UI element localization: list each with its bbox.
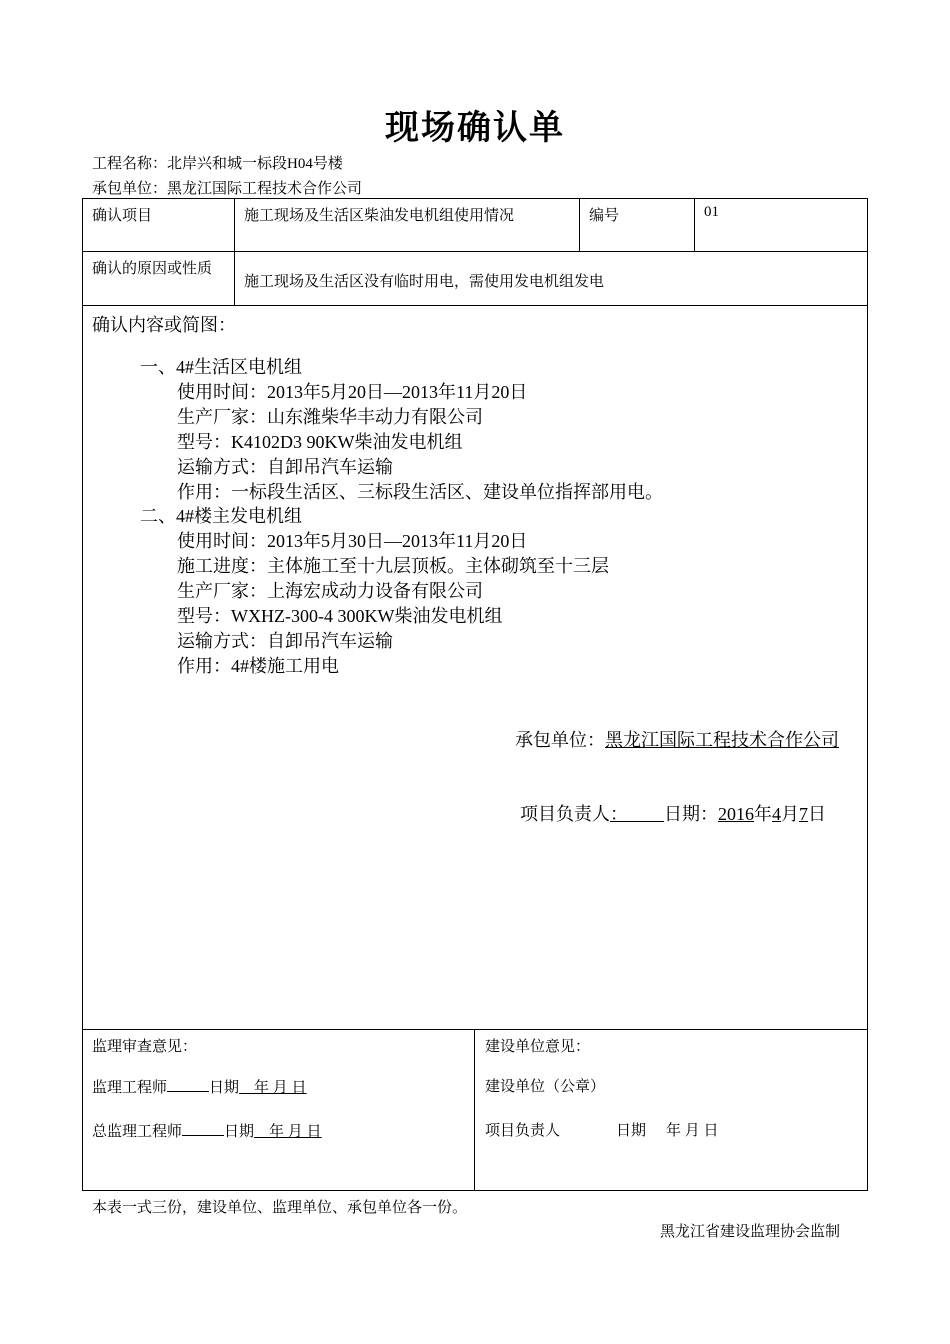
reason-value: 施工现场及生活区没有临时用电，需使用发电机组发电 (244, 274, 605, 290)
date-year: 2016 (718, 804, 754, 824)
col-divider (579, 198, 580, 251)
item-label: 确认项目 (92, 208, 153, 224)
form-table (82, 198, 868, 1191)
section1-maker: 生产厂家：山东潍柴华丰动力有限公司 (177, 407, 483, 427)
manager-blank: ： (610, 804, 628, 824)
month-unit: 月 (781, 804, 799, 824)
section1-model: 型号：K4102D3 90KW柴油发电机组 (177, 432, 463, 452)
date-day: 7 (799, 804, 808, 824)
supervision-engineer-line: 监理工程师 日期 年 月 日 (92, 1075, 307, 1097)
contractor-signoff (515, 726, 839, 752)
copies-note: 本表一式三份，建设单位、监理单位、承包单位各一份。 (92, 1200, 468, 1216)
item-value: 施工现场及生活区柴油发电机组使用情况 (244, 208, 515, 224)
project-name: 工程名称：北岸兴和城一标段H04号楼 (92, 156, 343, 172)
number-value: 01 (704, 204, 719, 220)
manager-date-line (520, 800, 826, 826)
contractor-signoff-label: 承包单位： (515, 730, 605, 750)
content-label: 确认内容或简图： (92, 315, 236, 335)
number-label: 编号 (589, 208, 620, 224)
section2-use: 作用：4#楼施工用电 (177, 656, 339, 676)
owner-manager-line: 项目负责人 日期 年 月 日 (485, 1123, 719, 1139)
page-title: 现场确认单 (385, 108, 565, 148)
row-divider (82, 251, 868, 252)
col-divider (694, 198, 695, 251)
contractor-signoff-name: 黑龙江国际工程技术合作公司 (605, 730, 839, 750)
row-divider (82, 1029, 868, 1030)
contractor-line: 承包单位：黑龙江国际工程技术合作公司 (92, 181, 363, 197)
date-label: 日期： (664, 804, 718, 824)
signature-blank (182, 1119, 224, 1136)
manager-label: 项目负责人 (520, 804, 610, 824)
owner-opinion-label: 建设单位意见： (485, 1039, 591, 1055)
signature-blank (167, 1075, 209, 1092)
section2-maker: 生产厂家：上海宏成动力设备有限公司 (177, 581, 483, 601)
section2-progress: 施工进度：主体施工至十九层顶板。主体砌筑至十三层 (177, 556, 609, 576)
section1-use: 作用：一标段生活区、三标段生活区、建设单位指挥部用电。 (177, 482, 663, 502)
supervision-opinion-label: 监理审查意见： (92, 1039, 198, 1055)
section2-transport: 运输方式：自卸吊汽车运输 (177, 631, 393, 651)
col-divider (234, 198, 235, 305)
chief-engineer-line: 总监理工程师 日期 年 月 日 (92, 1119, 322, 1141)
date-blank: 年 月 日 (254, 1080, 307, 1096)
row-divider (82, 305, 868, 306)
section1-heading: 一、4#生活区电机组 (140, 357, 302, 377)
section2-model: 型号：WXHZ-300-4 300KW柴油发电机组 (177, 606, 503, 626)
reason-label: 确认的原因或性质 (92, 261, 213, 277)
section2-heading: 二、4#楼主发电机组 (140, 506, 302, 526)
col-divider (474, 1029, 475, 1191)
date-blank: 年 月 日 (269, 1124, 322, 1140)
owner-seal-label: 建设单位（公章） (485, 1079, 606, 1095)
date-month: 4 (772, 804, 781, 824)
year-unit: 年 (754, 804, 772, 824)
section2-time: 使用时间：2013年5月30日—2013年11月20日 (177, 531, 528, 551)
issuer: 黑龙江省建设监理协会监制 (660, 1224, 841, 1240)
day-unit: 日 (808, 804, 826, 824)
section1-time: 使用时间：2013年5月20日—2013年11月20日 (177, 382, 528, 402)
section1-transport: 运输方式：自卸吊汽车运输 (177, 457, 393, 477)
